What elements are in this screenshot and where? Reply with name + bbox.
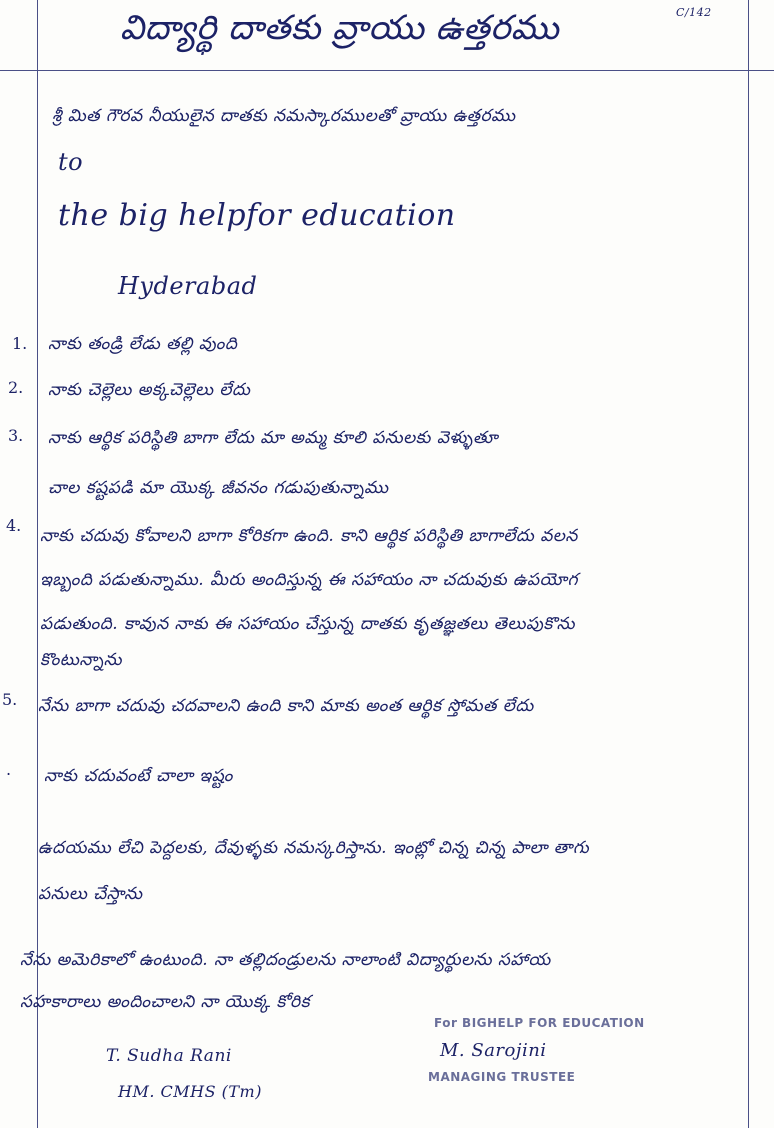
paragraph-line: పనులు చేస్తాను — [38, 884, 143, 904]
paragraph-line: సహకారాలు అందించాలని నా యొక్క కోరిక — [20, 992, 310, 1012]
item-line: నాకు చదువు కోవాలని బాగా కోరికగా ఉంది. కాని ఆర్థిక పరిస్థితి బాగాలేదు వలన — [40, 526, 578, 546]
address-organization: the big helpfor education — [58, 198, 456, 233]
item-line: నాకు ఆర్థిక పరిస్థితి బాగా లేదు మా అమ్మ కూలి పనులకు వెళ్ళుతూ — [48, 428, 499, 448]
item-line: ఇబ్బంది పడుతున్నాము. మీరు అందిస్తున్న ఈ సహాయం నా చదువుకు ఉపయోగ — [40, 570, 578, 590]
headmaster-signature: T. Sudha Rani — [106, 1046, 232, 1066]
trustee-signature: M. Sarojini — [440, 1040, 547, 1061]
letter-title: విద్యార్థి దాతకు వ్రాయు ఉత్తరము — [120, 8, 560, 48]
item-line: నాకు చదువంటే చాలా ఇష్టం — [44, 766, 233, 786]
ruled-line-top — [0, 70, 774, 71]
paragraph-line: ఉదయము లేచి పెద్దలకు, దేవుళ్ళకు నమస్కరిస్తాను. ఇంట్లో చిన్న చిన్న పాలా తాగు — [38, 838, 590, 858]
address-city: Hyderabad — [118, 272, 258, 300]
address-to: to — [58, 148, 84, 176]
item-line: చాల కష్టపడి మా యొక్క జీవనం గడుపుతున్నాము — [48, 478, 389, 498]
item-line: పడుతుంది. కావున నాకు ఈ సహాయం చేస్తున్న దాతకు కృతజ్ఞతలు తెలుపుకొను — [40, 614, 575, 634]
salutation: శ్రీ మిత గౌరవ నీయులైన దాతకు నమస్కారములతో వ్రాయు ఉత్తరము — [52, 106, 516, 126]
item-line: నాకు తండ్రి లేడు తల్లి వుంది — [48, 334, 238, 354]
item-number: 5. — [2, 690, 18, 709]
margin-line-right — [748, 0, 749, 1128]
reference-number: C/142 — [676, 6, 712, 19]
item-number: 3. — [8, 426, 24, 445]
stamp-role: MANAGING TRUSTEE — [428, 1070, 576, 1084]
item-number: 2. — [8, 378, 24, 397]
headmaster-title: HM. CMHS (Tm) — [118, 1082, 262, 1101]
item-number: 4. — [6, 516, 22, 535]
item-line: నేను బాగా చదువు చదవాలని ఉంది కాని మాకు అంత ఆర్థిక స్తోమత లేదు — [38, 696, 534, 716]
paragraph-line: నేను అమెరికాలో ఉంటుంది. నా తల్లిదండ్రులను నాలాంటి విద్యార్థులను సహాయ — [20, 950, 551, 970]
item-line: నాకు చెల్లెలు అక్కచెల్లెలు లేదు — [48, 380, 251, 400]
stamp-organization: For BIGHELP FOR EDUCATION — [434, 1016, 645, 1030]
item-number: . — [6, 760, 12, 779]
item-number: 1. — [12, 334, 28, 353]
item-line: కొంటున్నాను — [40, 650, 123, 670]
